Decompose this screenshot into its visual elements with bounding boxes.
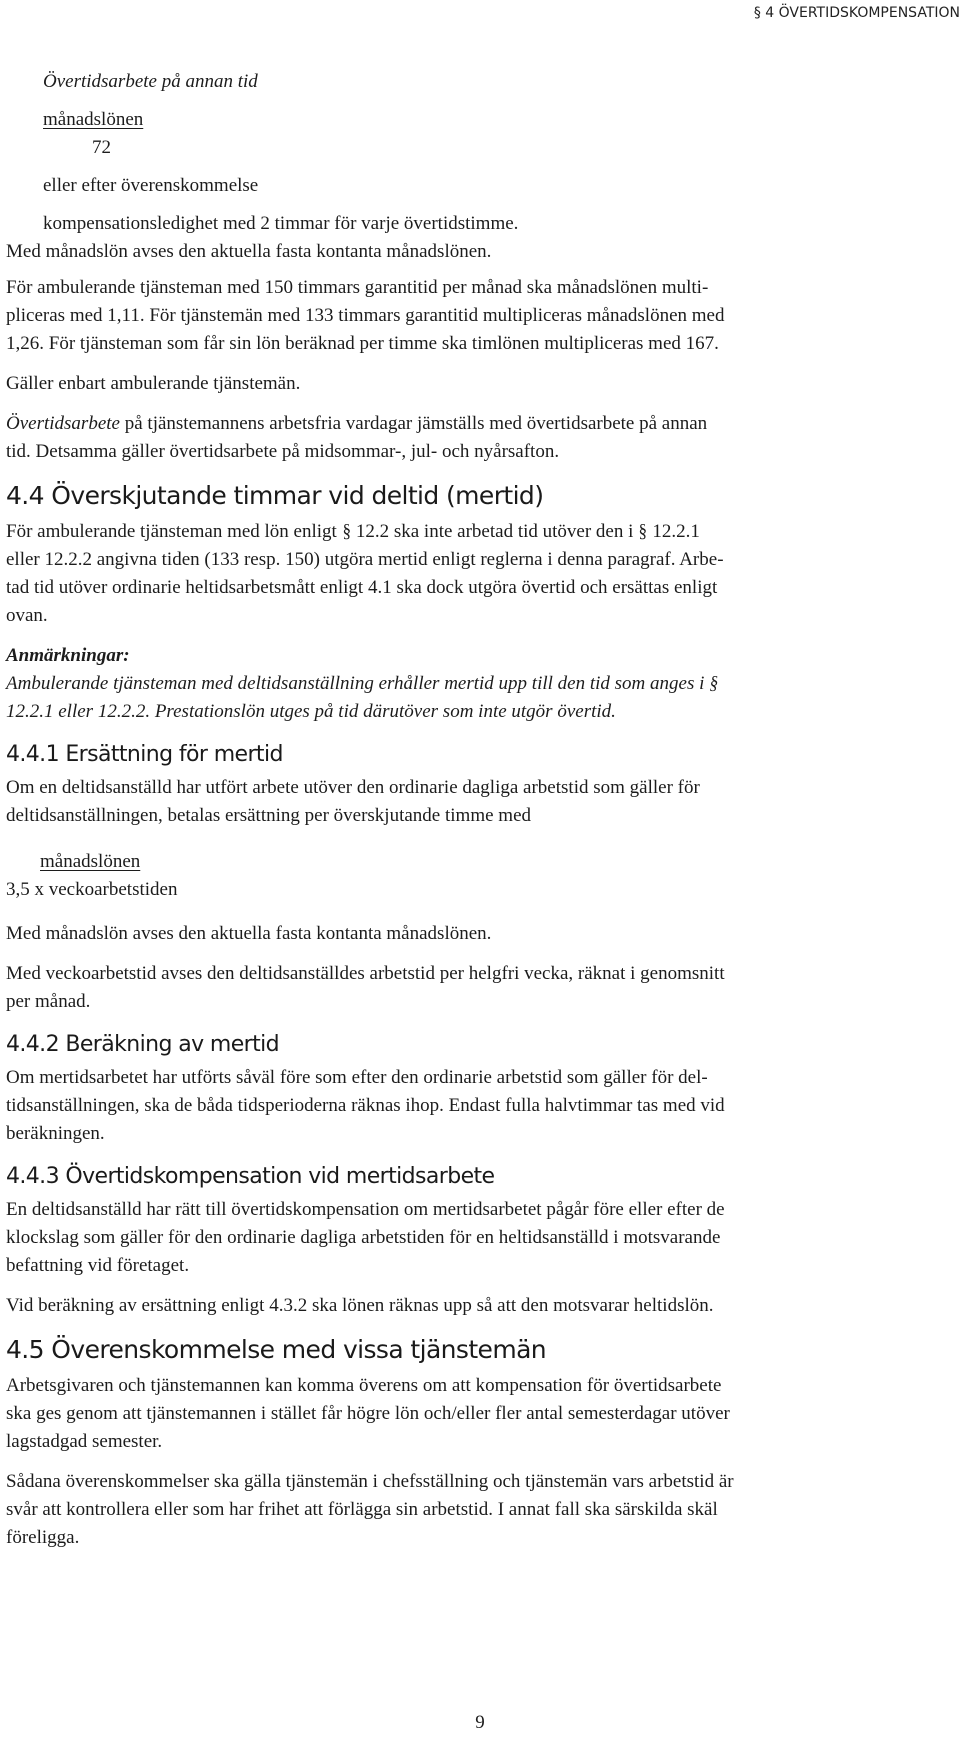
multiplier-line-3: 1,26. För tjänsteman som får sin lön beräknad per timme ska timlönen multipliceras med 167. xyxy=(6,333,719,354)
remark-line-2: 12.2.1 eller 12.2.2. Prestationslön utges på tid därutöver som inte utgör övertid. xyxy=(6,701,616,722)
s44-line-2: eller 12.2.2 angivna tiden (133 resp. 150) utgöra mertid enligt reglerna i denna paragraf. Arbe- xyxy=(6,549,724,570)
s45-p2-line-1: Sådana överenskommelser ska gälla tjänstemän i chefsställning och tjänstemän vars arbetstid är xyxy=(6,1471,734,1492)
section-4-4-3-paragraph xyxy=(6,1196,954,1280)
overtime-term: Övertidsarbete xyxy=(6,413,120,434)
running-head: § 4 ÖVERTIDSKOMPENSATION xyxy=(753,5,960,21)
section-sign-icon: § xyxy=(709,673,719,694)
multiplier-paragraph xyxy=(6,274,954,358)
heading-4-4: 4.4 Överskjutande timmar vid deltid (mertid) xyxy=(6,481,544,510)
s44-line-1a: För ambulerande tjänsteman med lön enligt xyxy=(6,521,342,542)
mertid-formula-numerator xyxy=(6,848,954,876)
free-weekday-paragraph xyxy=(6,410,954,466)
heading-4-5: 4.5 Överenskommelse med vissa tjänstemän xyxy=(6,1335,547,1364)
section-4-5-paragraph-1 xyxy=(6,1372,954,1456)
s443-line-3: befattning vid företaget. xyxy=(6,1255,190,1276)
formula-numerator xyxy=(6,106,954,134)
remark-line-1: Ambulerande tjänsteman med deltidsanställning erhåller mertid upp till den tid som anges i xyxy=(6,673,710,694)
s44-line-1c: 12.2.1 xyxy=(647,521,700,542)
s442-line-1: Om mertidsarbetet har utförts såväl före som efter den ordinarie arbetstid som gäller för del- xyxy=(6,1067,708,1088)
weekly-hours-line-2: per månad. xyxy=(6,991,91,1012)
multiplier-line-1: För ambulerande tjänsteman med 150 timmars garantitid per månad ska månadslönen multi- xyxy=(6,277,709,298)
s44-line-3: tad tid utöver ordinarie heltidsarbetsmått enligt 4.1 ska dock utgöra övertid och ersättas enligt xyxy=(6,577,718,598)
s45-p1-line-2: ska ges genom att tjänstemannen i stället får högre lön och/eller fler antal semesterdagar utöver xyxy=(6,1403,730,1424)
s442-line-3: beräkningen. xyxy=(6,1123,105,1144)
section-sign-icon: § xyxy=(638,521,648,542)
page-content xyxy=(6,68,954,1564)
s443-calculation-paragraph: Vid beräkning av ersättning enligt 4.3.2 ska lönen räknas upp så att den motsvarar heltidslön. xyxy=(6,1295,714,1316)
s442-line-2: tidsanställningen, ska de båda tidsperioderna räknas ihop. Endast fulla halvtimmar tas med vid xyxy=(6,1095,725,1116)
mertid-numerator-text: månadslönen xyxy=(40,851,141,872)
or-agreement-line: eller efter överenskommelse xyxy=(43,175,259,196)
s441-monthly-salary-definition: Med månadslön avses den aktuella fasta kontanta månadslönen. xyxy=(6,923,492,944)
page-number: 9 xyxy=(475,1712,485,1733)
remarks-paragraph xyxy=(6,670,954,726)
weekly-hours-definition xyxy=(6,960,954,1016)
s443-line-2: klockslag som gäller för den ordinarie dagliga arbetstiden för en heltidsanställd i motsvarande xyxy=(6,1227,721,1248)
s45-p1-line-3: lagstadgad semester. xyxy=(6,1431,163,1452)
formula-denominator: 72 xyxy=(92,137,111,158)
section-sign-icon: § xyxy=(342,521,351,542)
s45-p1-line-1: Arbetsgivaren och tjänstemannen kan komma överens om att kompensation för övertidsarbete xyxy=(6,1375,722,1396)
s441-line-1: Om en deltidsanställd har utfört arbete utöver den ordinarie dagliga arbetstid som gäller för xyxy=(6,777,700,798)
free-weekday-line-1: på tjänstemannens arbetsfria vardagar jämställs med övertidsarbete på annan xyxy=(119,413,708,434)
overtime-other-time-title: Övertidsarbete på annan tid xyxy=(43,71,258,92)
comp-leave-line: kompensationsledighet med 2 timmar för varje övertidstimme. xyxy=(43,213,519,234)
free-weekday-line-2: tid. Detsamma gäller övertidsarbete på midsommar-, jul- och nyårsafton. xyxy=(6,441,560,462)
s443-line-1: En deltidsanställd har rätt till övertidskompensation om mertidsarbetet pågår före eller efter de xyxy=(6,1199,725,1220)
s441-line-2: deltidsanställningen, betalas ersättning per överskjutande timme med xyxy=(6,805,531,826)
section-4-4-paragraph xyxy=(6,518,954,630)
s45-p2-line-3: föreligga. xyxy=(6,1527,80,1548)
weekly-hours-line-1: Med veckoarbetstid avses den deltidsanställdes arbetstid per helgfri vecka, räknat i genomsnitt xyxy=(6,963,725,984)
monthly-salary-definition: Med månadslön avses den aktuella fasta kontanta månadslönen. xyxy=(6,241,492,262)
ambulating-only-note: Gäller enbart ambulerande tjänstemän. xyxy=(6,373,301,394)
s45-p2-line-2: svår att kontrollera eller som har frihet att förlägga sin arbetstid. I annat fall ska särskilda skäl xyxy=(6,1499,718,1520)
section-4-5-paragraph-2 xyxy=(6,1468,954,1552)
multiplier-line-2: pliceras med 1,11. För tjänstemän med 133 timmars garantitid multipliceras månadslönen med xyxy=(6,305,725,326)
heading-4-4-3: 4.4.3 Övertidskompensation vid mertidsarbete xyxy=(6,1164,495,1189)
remarks-label: Anmärkningar: xyxy=(6,645,130,666)
section-4-4-1-paragraph xyxy=(6,774,954,830)
heading-4-4-1: 4.4.1 Ersättning för mertid xyxy=(6,742,283,767)
heading-4-4-2: 4.4.2 Beräkning av mertid xyxy=(6,1032,280,1057)
s44-line-1b: 12.2 ska inte arbetad tid utöver den i xyxy=(351,521,639,542)
formula-numerator-text: månadslönen xyxy=(43,109,144,130)
section-4-4-2-paragraph xyxy=(6,1064,954,1148)
mertid-formula-denominator: 3,5 x veckoarbetstiden xyxy=(6,879,178,900)
s44-line-4: ovan. xyxy=(6,605,48,626)
